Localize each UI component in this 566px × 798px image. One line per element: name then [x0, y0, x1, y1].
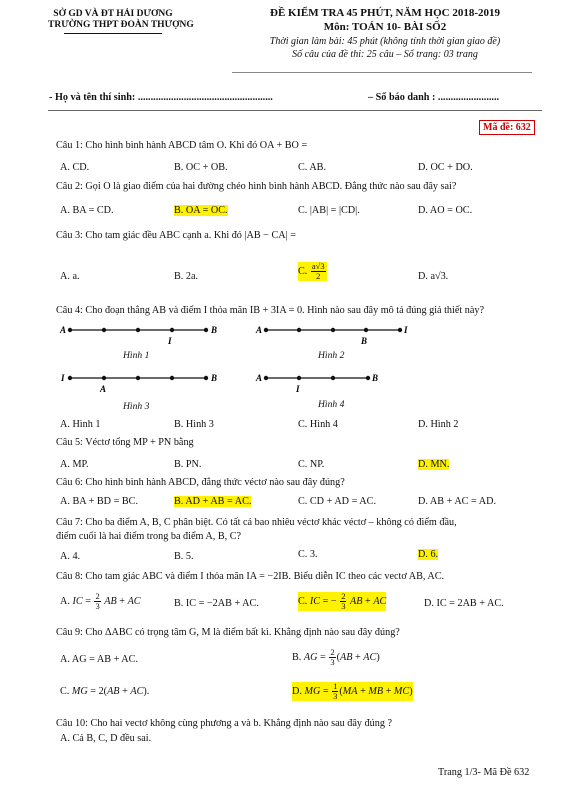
q3-c-numerator: a√3 — [311, 261, 325, 271]
exam-subject: Môn: TOÁN 10- BÀI SỐ2 — [323, 21, 447, 33]
q4-option-b[interactable]: B. Hình 3 — [174, 419, 214, 430]
question-8-stem: Câu 8: Cho tam giác ABC và điểm I thỏa mãn IA = −2IB. Biểu diễn IC theo các vectơ AB, AC. — [56, 571, 445, 582]
header-rule-left — [64, 33, 162, 34]
q8-option-c[interactable]: C. IC = − $\frac{2}{3}$ AB + AC — [298, 591, 387, 611]
exam-info: Số câu của đề thi: 25 câu – Số trang: 03 trang — [292, 49, 478, 60]
q10-option-a[interactable]: A. Cả B, C, D đều sai. — [60, 733, 152, 744]
svg-text:B: B — [211, 325, 218, 335]
q6-option-d[interactable]: D. AB + AC = AD. — [418, 496, 497, 507]
svg-text:A: A — [60, 325, 67, 335]
q9-option-c[interactable]: C. MG = 2(AB + AC). — [60, 686, 150, 697]
exam-code-badge: Mã đề: 632 — [479, 120, 535, 135]
q3-option-d[interactable]: D. a√3. — [418, 271, 449, 282]
q9-option-a[interactable]: A. AG = AB + AC. — [60, 654, 139, 665]
exam-time: Thời gian làm bài: 45 phút (không tính thời gian giao đề) — [269, 36, 501, 47]
question-4-stem: Câu 4: Cho đoạn thẳng AB và điểm I thỏa mãn IB + 3IA = 0. Hình nào sau đây mô tả đúng giả thiết này? — [56, 305, 484, 316]
q2-option-b[interactable]: B. OA = OC. — [174, 205, 228, 216]
q2-option-d[interactable]: D. AO = OC. — [418, 205, 473, 216]
q2-option-c[interactable]: C. |AB| = |CD|. — [298, 205, 360, 216]
q3-option-c[interactable] — [298, 262, 327, 281]
svg-text:I: I — [61, 373, 65, 383]
exam-title: ĐỀ KIỂM TRA 45 PHÚT, NĂM HỌC 2018-2019 — [270, 7, 500, 19]
svg-text:I: I — [404, 325, 408, 335]
q8-option-a[interactable]: A. IC = $\frac{2}{3}$ AB + AC — [60, 591, 141, 611]
svg-text:B: B — [361, 336, 368, 346]
q8-option-b[interactable]: B. IC = −2AB + AC. — [174, 598, 259, 609]
q3-option-b[interactable]: B. 2a. — [174, 271, 199, 282]
svg-text:B: B — [372, 373, 379, 383]
svg-text:A: A — [100, 384, 107, 394]
q5-option-a[interactable]: A. MP. — [60, 459, 89, 470]
q8-option-d[interactable]: D. IC = 2AB + AC. — [424, 598, 504, 609]
q6-option-c[interactable]: C. CD + AD = AC. — [298, 496, 377, 507]
q7-option-c[interactable]: C. 3. — [298, 549, 318, 560]
header-rule-right — [232, 72, 532, 73]
q8-c-text: C. — [298, 595, 310, 607]
student-id-field: – Số báo danh : ........................ — [368, 92, 500, 103]
question-6-stem: Câu 6: Cho hình bình hành ABCD, đẳng thức véctơ nào sau đây đúng? — [56, 477, 345, 488]
q4-option-a[interactable]: A. Hình 1 — [60, 419, 101, 430]
q3-option-c-fraction — [311, 262, 326, 281]
question-9-stem: Câu 9: Cho ΔABC có trọng tâm G, M là điểm bất kì. Khẳng định nào sau đây đúng? — [56, 627, 400, 638]
figure-1-caption: Hình 1 — [123, 350, 150, 361]
student-name-field: - Họ và tên thí sinh: ..................................................... — [49, 92, 273, 103]
q1-option-a[interactable]: A. CD. — [60, 162, 90, 173]
question-3-stem: Câu 3: Cho tam giác đều ABC cạnh a. Khi đó |AB − CA| = — [56, 230, 296, 241]
question-1-stem: Câu 1: Cho hình bình hành ABCD tâm O. Khi đó OA + BO = — [56, 140, 308, 151]
q9-option-d[interactable]: D. MG = $\frac{1}{3}$ (MA + MB + MC) — [292, 681, 413, 701]
question-10-stem: Câu 10: Cho hai vectơ không cùng phương a và b. Khẳng định nào sau đây đúng ? — [56, 718, 393, 729]
q5-option-b[interactable]: B. PN. — [174, 459, 202, 470]
q9-d-text: D. — [292, 685, 305, 697]
q7-option-b[interactable]: B. 5. — [174, 551, 194, 562]
figure-3-caption: Hình 3 — [123, 401, 150, 412]
q9-b-text: B. — [292, 651, 304, 663]
q3-option-c-label: C. — [298, 265, 308, 277]
q1-option-b[interactable]: B. OC + OB. — [174, 162, 228, 173]
page-footer: Trang 1/3- Mã Đề 632 — [438, 767, 530, 778]
q1-option-c[interactable]: C. AB. — [298, 162, 327, 173]
question-7-stem: Câu 7: Cho ba điểm A, B, C phân biệt. Có tất cả bao nhiêu véctơ khác véctơ – không có điểm đầu, — [56, 517, 457, 528]
svg-text:A: A — [256, 373, 263, 383]
svg-text:I: I — [168, 336, 172, 346]
q6-option-a[interactable]: A. BA + BD = BC. — [60, 496, 139, 507]
student-rule — [48, 110, 542, 111]
figure-4-caption: Hình 4 — [318, 399, 345, 410]
q2-option-a[interactable]: A. BA = CD. — [60, 205, 114, 216]
q4-option-c[interactable]: C. Hình 4 — [298, 419, 338, 430]
q5-option-c[interactable]: C. NP. — [298, 459, 325, 470]
dept-name: SỞ GD VÀ ĐT HẢI DƯƠNG — [53, 9, 173, 19]
figure-2 — [255, 325, 408, 346]
q9-option-b[interactable]: B. AG = $\frac{2}{3}$ (AB + AC) — [292, 647, 380, 667]
q3-option-a[interactable]: A. a. — [60, 271, 80, 282]
figure-3 — [60, 373, 217, 394]
q7-option-d[interactable]: D. 6. — [418, 549, 439, 560]
figure-1 — [59, 325, 217, 346]
q5-option-d[interactable]: D. MN. — [418, 459, 450, 470]
q8-a-text: A. — [60, 595, 73, 607]
q7-option-a[interactable]: A. 4. — [60, 551, 81, 562]
q1-option-d[interactable]: D. OC + DO. — [418, 162, 473, 173]
svg-text:A: A — [256, 325, 263, 335]
q9-c-text: C. — [60, 686, 72, 697]
figure-4 — [255, 373, 378, 394]
question-5-stem: Câu 5: Véctơ tổng MP + PN bằng — [56, 437, 194, 448]
q3-c-denominator: 2 — [316, 271, 321, 281]
q4-option-d[interactable]: D. Hình 2 — [418, 419, 459, 430]
school-name: TRƯỜNG THPT ĐOÀN THƯỢNG — [48, 20, 194, 30]
svg-text:B: B — [211, 373, 218, 383]
question-2-stem: Câu 2: Gọi O là giao điểm của hai đường chéo hình bình hành ABCD. Đẳng thức nào sau đây sai? — [56, 181, 457, 192]
q6-option-b[interactable]: B. AD + AB = AC. — [174, 496, 252, 507]
question-7-stem-cont: điểm cuối là hai điểm trong ba điểm A, B, C? — [56, 531, 242, 542]
figure-2-caption: Hình 2 — [318, 350, 345, 361]
svg-text:I: I — [296, 384, 300, 394]
